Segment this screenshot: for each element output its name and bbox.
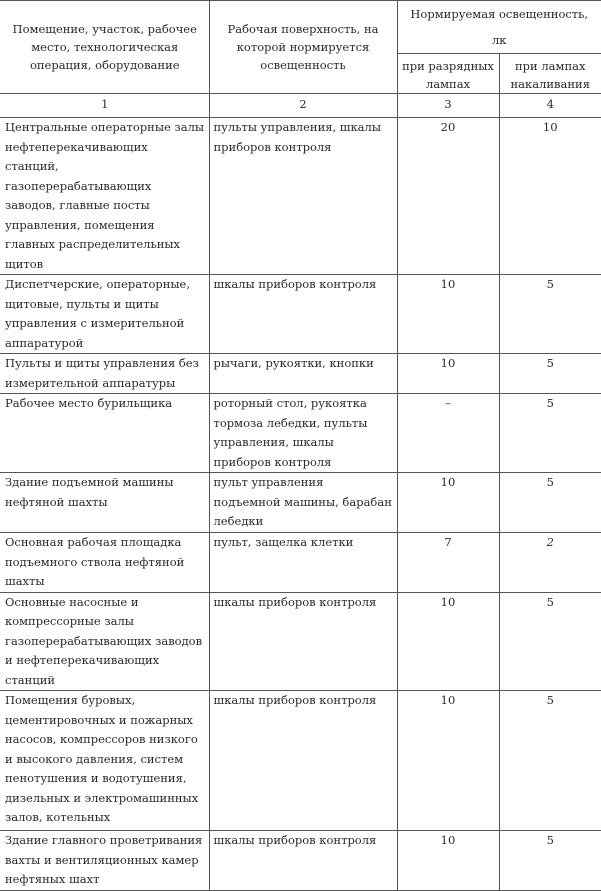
incandescent-value: 5 (499, 394, 601, 473)
table-row (0, 394, 601, 473)
header-discharge-lamps: при разрядных лампах (397, 54, 499, 94)
place-cell: Здание подъемной машины нефтяной шахты (0, 473, 209, 533)
table-row (0, 275, 601, 354)
discharge-value: 7 (397, 533, 499, 593)
place-cell: Диспетчерские, операторные, щитовые, пульты и щиты управления с измерительной аппаратурой (0, 275, 209, 354)
table-row (0, 592, 601, 691)
column-number-row (0, 94, 601, 118)
surface-cell: шкалы приборов контроля (209, 592, 397, 691)
table-row (0, 118, 601, 275)
incandescent-value: 2 (499, 533, 601, 593)
surface-cell: шкалы приборов контроля (209, 691, 397, 831)
place-cell: Основная рабочая площадка подъемного ствола нефтяной шахты (0, 533, 209, 593)
incandescent-value: 5 (499, 831, 601, 891)
table-row (0, 831, 601, 891)
incandescent-value: 5 (499, 473, 601, 533)
discharge-value: 10 (397, 831, 499, 891)
surface-cell: пульт, защелка клетки (209, 533, 397, 593)
header-row-top (0, 1, 601, 54)
discharge-value: 10 (397, 592, 499, 691)
surface-cell: пульты управления, шкалы приборов контроля (209, 118, 397, 275)
table-row (0, 691, 601, 831)
header-surface: Рабочая поверхность, на которой нормируется освещенность (209, 1, 397, 94)
discharge-value: – (397, 394, 499, 473)
discharge-value: 10 (397, 354, 499, 394)
header-place: Помещение, участок, рабочее место, технологическая операция, оборудование (0, 1, 209, 94)
column-number: 2 (209, 94, 397, 118)
table-row (0, 354, 601, 394)
place-cell: Здание главного проветривания вахты и вентиляционных камер нефтяных шахт (0, 831, 209, 891)
discharge-value: 10 (397, 275, 499, 354)
column-number: 3 (397, 94, 499, 118)
column-number: 1 (0, 94, 209, 118)
discharge-value: 10 (397, 473, 499, 533)
table-row (0, 533, 601, 593)
header-incandescent-lamps: при лампах накаливания (499, 54, 601, 94)
surface-cell: шкалы приборов контроля (209, 275, 397, 354)
discharge-value: 20 (397, 118, 499, 275)
place-cell: Основные насосные и компрессорные залы газоперерабатывающих заводов и нефтеперекачивающих станций (0, 592, 209, 691)
surface-cell: рычаги, рукоятки, кнопки (209, 354, 397, 394)
table-row (0, 473, 601, 533)
place-cell: Рабочее место бурильщика (0, 394, 209, 473)
column-number: 4 (499, 94, 601, 118)
incandescent-value: 5 (499, 592, 601, 691)
place-cell: Помещения буровых, цементировочных и пожарных насосов, компрессоров низкого и высокого давления, систем пенотушения и водотушения, дизельных и электромашинных залов, котельных (0, 691, 209, 831)
surface-cell: пульт управления подъемной машины, барабан лебедки (209, 473, 397, 533)
place-cell: Пульты и щиты управления без измерительной аппаратуры (0, 354, 209, 394)
incandescent-value: 10 (499, 118, 601, 275)
place-cell: Центральные операторные залы нефтеперекачивающих станций, газоперерабатывающих заводов, главные посты управления, помещения главных распределительных щитов (0, 118, 209, 275)
surface-cell: роторный стол, рукоятка тормоза лебедки, пульты управления, шкалы приборов контроля (209, 394, 397, 473)
incandescent-value: 5 (499, 354, 601, 394)
incandescent-value: 5 (499, 691, 601, 831)
header-illumination-group: Нормируемая освещенность, лк (397, 1, 601, 54)
discharge-value: 10 (397, 691, 499, 831)
incandescent-value: 5 (499, 275, 601, 354)
surface-cell: шкалы приборов контроля (209, 831, 397, 891)
